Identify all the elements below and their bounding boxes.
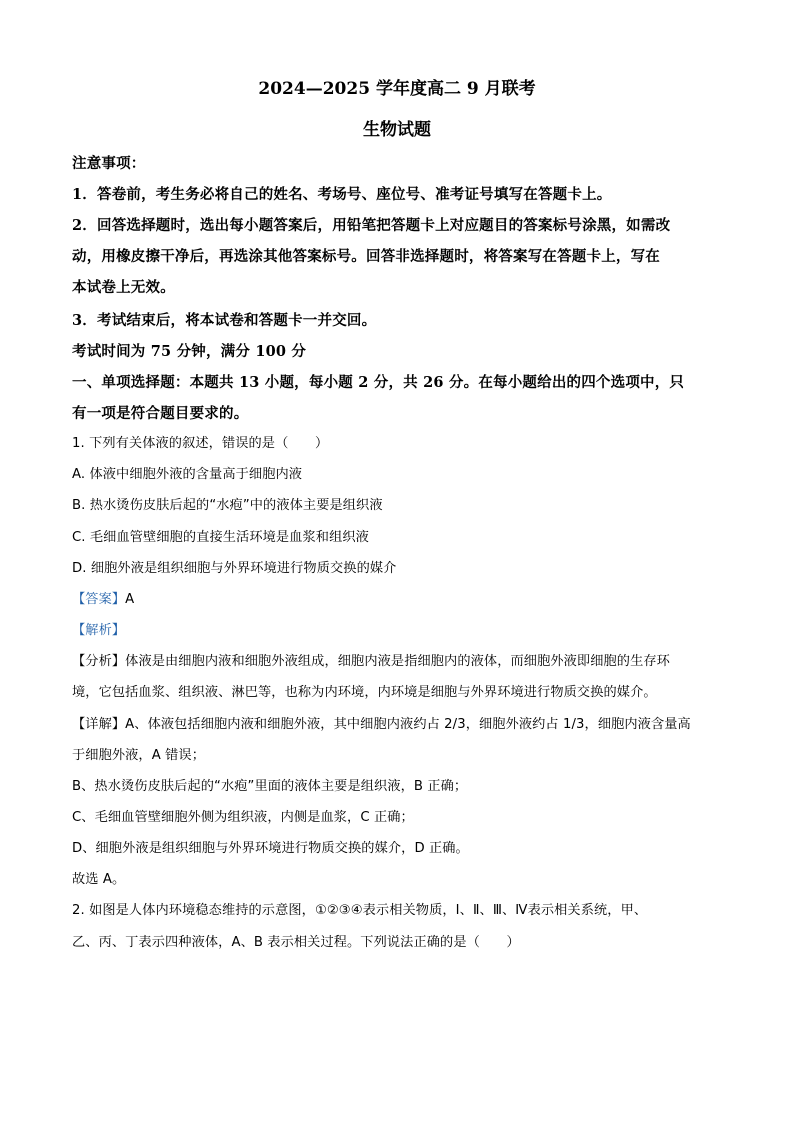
exam-time: 考试时间为 75 分钟，满分 100 分 (72, 343, 307, 360)
page-title: 2024—2025 学年度高二 9 月联考 (258, 79, 536, 99)
q1-option-c: C. 毛细血管壁细胞的直接生活环境是血浆和组织液 (72, 530, 369, 545)
q1-option-a: A. 体液中细胞外液的含量高于细胞内液 (72, 467, 303, 482)
q1-answer (72, 588, 722, 607)
q1-fenxi-line-2: 境，它包括血浆、组织液、淋巴等，也称为内环境，内环境是细胞与外界环境进行物质交换的媒介。 (72, 685, 657, 700)
section-1-heading-line-2: 有一项是符合题目要求的。 (72, 405, 249, 422)
xiangjie-text-1: A、体液包括细胞内液和细胞外液，其中细胞内液约占 2/3，细胞外液约占 1/3，细胞内液含量高 (125, 717, 691, 732)
q1-option-d: D. 细胞外液是组织细胞与外界环境进行物质交换的媒介 (72, 561, 397, 576)
q1-xiangjie-line-2: 于细胞外液，A 错误； (72, 748, 205, 763)
q2-stem-line-2: 乙、丙、丁表示四种液体，A、B 表示相关过程。下列说法正确的是（ ） (72, 935, 520, 950)
answer-value: A (125, 592, 135, 607)
page-subtitle: 生物试题 (363, 120, 431, 140)
fenxi-tag: 【分析】 (72, 654, 126, 669)
q1-xiangjie-b: B、热水烫伤皮肤后起的“水疱”里面的液体主要是组织液，B 正确； (72, 779, 468, 794)
q1-xiangjie-line-1 (72, 713, 722, 732)
notice-item-1: 1．答卷前，考生务必将自己的姓名、考场号、座位号、准考证号填写在答题卡上。 (72, 186, 612, 203)
fenxi-text-1: 体液是由细胞内液和细胞外液组成，细胞内液是指细胞内的液体，而细胞外液即细胞的生存环 (125, 654, 670, 669)
q2-stem-line-1: 2. 如图是人体内环境稳态维持的示意图，①②③④表示相关物质，Ⅰ、Ⅱ、Ⅲ、Ⅳ表示相关系统，甲、 (72, 903, 648, 918)
answer-tag: 【答案】 (72, 592, 126, 607)
q1-fenxi-line-1 (72, 650, 722, 669)
q1-xiangjie-d: D、细胞外液是组织细胞与外界环境进行物质交换的媒介，D 正确。 (72, 841, 469, 856)
q1-stem: 1. 下列有关体液的叙述，错误的是（ ） (72, 436, 329, 451)
q1-conclusion: 故选 A。 (72, 872, 126, 887)
q1-option-b: B. 热水烫伤皮肤后起的“水疱”中的液体主要是组织液 (72, 498, 383, 513)
xiangjie-tag: 【详解】 (72, 717, 126, 732)
notice-item-3: 3．考试结束后，将本试卷和答题卡一并交回。 (72, 312, 377, 329)
q1-analysis (72, 619, 722, 638)
notice-item-2-line-2: 动，用橡皮擦干净后，再选涂其他答案标号。回答非选择题时，将答案写在答题卡上，写在 (72, 248, 660, 265)
analysis-tag: 【解析】 (72, 623, 126, 638)
notice-item-2-line-1: 2．回答选择题时，选出每小题答案后，用铅笔把答题卡上对应题目的答案标号涂黑，如需改 (72, 217, 671, 234)
q1-xiangjie-c: C、毛细血管壁细胞外侧为组织液，内侧是血浆，C 正确； (72, 810, 414, 825)
notice-heading: 注意事项： (72, 155, 146, 172)
notice-item-2-line-3: 本试卷上无效。 (72, 279, 175, 296)
section-1-heading-line-1: 一、单项选择题：本题共 13 小题，每小题 2 分，共 26 分。在每小题给出的四个选项中，只 (72, 374, 685, 391)
